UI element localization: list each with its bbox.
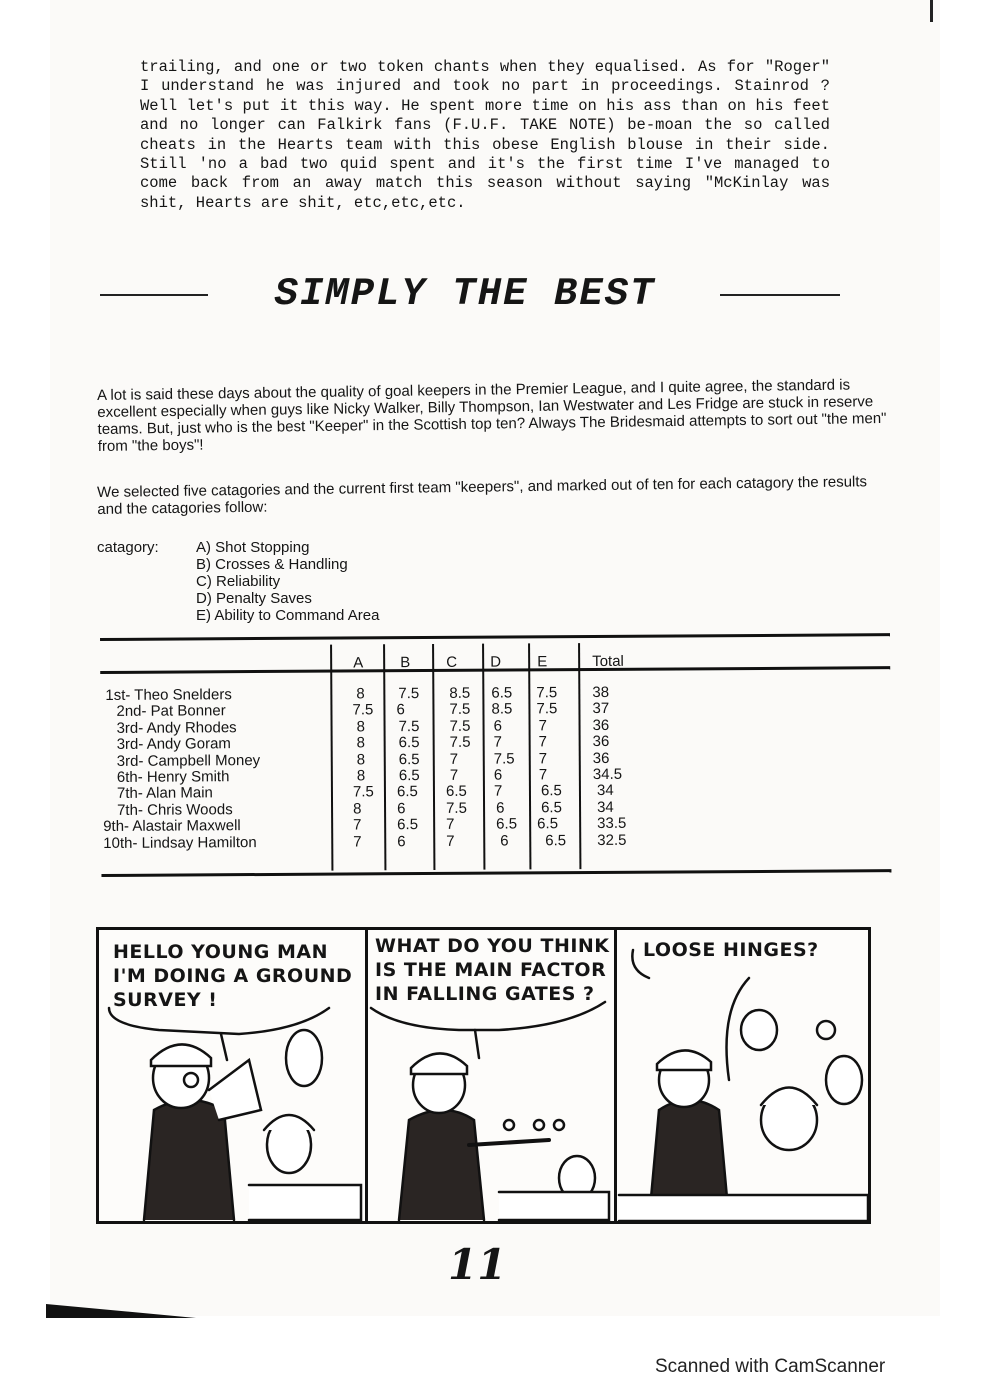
keeper-name: 7th- Chris Woods xyxy=(117,800,233,819)
score-a: 8 xyxy=(353,800,362,818)
score-a: 8 xyxy=(356,734,366,752)
category-list xyxy=(196,539,379,624)
keeper-name: 2nd- Pat Bonner xyxy=(116,702,226,721)
score-e: 6.5 xyxy=(541,798,562,817)
score-d: 6.5 xyxy=(491,684,513,702)
category-item: E) Ability to Command Area xyxy=(196,607,380,624)
table-body xyxy=(102,683,627,852)
score-total: 34.5 xyxy=(592,765,623,783)
article-intro: A lot is said these days about the quality of goal keepers in the Premier League, and I quite agree, the standard is excellent especially when guys like Nicky Walker, Billy Thompson, Ian Westwater and Les Fridge are stuck in reserve teams. But, just who is the best "Keeper" in the Scottish top ten? Always The Bridesmaid attempts to sort out "the men" from "the boys"! xyxy=(97,376,887,455)
crowd-dot xyxy=(554,1120,564,1130)
score-e: 7.5 xyxy=(536,700,558,718)
scan-edge-mark xyxy=(930,0,933,22)
score-d: 7.5 xyxy=(493,750,515,768)
keeper-name: 3rd- Andy Rhodes xyxy=(116,718,237,737)
table-top-rule xyxy=(100,633,890,641)
crowd-dot xyxy=(817,1021,835,1039)
keeper-name: 10th- Lindsay Hamilton xyxy=(103,833,257,852)
score-c: 6.5 xyxy=(445,783,467,801)
column-divider xyxy=(383,644,386,870)
column-divider xyxy=(528,643,531,869)
pointing-arm xyxy=(469,1140,549,1145)
wall xyxy=(249,1185,361,1220)
crowd-dot xyxy=(504,1120,514,1130)
table-bottom-rule xyxy=(101,869,891,877)
score-total: 34 xyxy=(596,782,614,800)
heading-title: SIMPLY THE BEST xyxy=(274,272,656,316)
score-total: 32.5 xyxy=(597,831,627,849)
continued-article-text xyxy=(140,58,830,213)
speech-line: HELLO YOUNG MAN xyxy=(113,941,328,963)
boy-hat xyxy=(761,1088,817,1106)
score-total: 36 xyxy=(592,749,610,767)
continued-paragraph: trailing, and one or two token chants when they equalised. As for "Roger" I understand he was injured and took no part in proceedings. Stainrod ? Well let's put it this way. He spent more time on his ass than on his feet and no longer can Falkirk fans (F.U.F. TAKE NOTE) be-moan the so called cheats in the Hearts team with this obese English blouse in their side. Still 'no a bad two quid spent and it's the first time I've managed to come back from an away match this season without saying "McKinlay was shit, Hearts are shit, etc,etc,etc. xyxy=(140,58,830,212)
keeper-name: 3rd- Andy Goram xyxy=(116,735,231,754)
column-divider xyxy=(482,644,485,870)
score-e: 6.5 xyxy=(537,815,559,833)
page-number: 11 xyxy=(448,1240,507,1289)
column-header-c: C xyxy=(446,653,458,671)
column-header-e: E xyxy=(537,653,548,671)
score-total: 34 xyxy=(597,798,614,816)
score-d: 6 xyxy=(496,799,505,817)
category-item: B) Crosses & Handling xyxy=(196,556,348,573)
score-b: 7.5 xyxy=(398,717,420,735)
flat-cap xyxy=(151,1044,211,1066)
score-b: 6.5 xyxy=(398,734,420,752)
score-c: 7.5 xyxy=(449,717,471,735)
speech-line: LOOSE HINGES? xyxy=(643,939,819,961)
score-d: 6.5 xyxy=(496,815,518,833)
speech-line: IS THE MAIN FACTOR xyxy=(375,959,607,981)
column-divider xyxy=(432,644,435,870)
category-label: catagory: xyxy=(97,539,159,556)
score-a: 8 xyxy=(356,685,365,703)
keeper-ratings-table xyxy=(100,631,894,886)
score-e: 6.5 xyxy=(540,782,562,800)
score-e: 7 xyxy=(538,717,547,735)
keeper-name: 3rd- Campbell Money xyxy=(116,751,261,770)
score-c: 7 xyxy=(449,750,459,768)
score-c: 8.5 xyxy=(449,684,471,702)
score-a: 7 xyxy=(353,832,362,850)
category-item: A) Shot Stopping xyxy=(196,539,310,556)
speech-bubble-outline xyxy=(632,950,649,978)
score-a: 7.5 xyxy=(352,783,374,801)
speech-line: SURVEY ! xyxy=(113,989,218,1011)
speech-bubble-tail xyxy=(475,1030,479,1058)
score-c: 7.5 xyxy=(446,799,467,817)
score-b: 6 xyxy=(396,701,405,719)
crowd-dot xyxy=(534,1120,544,1130)
heading-rule-left xyxy=(100,294,208,296)
comic-artwork xyxy=(99,930,868,1221)
score-a: 8 xyxy=(356,718,365,736)
score-c: 7 xyxy=(449,766,459,784)
column-header-d: D xyxy=(490,653,502,671)
score-a: 8 xyxy=(356,767,366,785)
score-b: 6.5 xyxy=(397,816,419,834)
score-d: 6 xyxy=(493,766,503,784)
score-total: 36 xyxy=(592,733,610,751)
score-d: 7 xyxy=(493,782,503,800)
article-selection-note: We selected five catagories and the current first team "keepers", and marked out of ten for each catagory the results and the catagories follow: xyxy=(97,473,868,518)
speech-line: I'M DOING A GROUND xyxy=(113,965,353,987)
score-d: 8.5 xyxy=(491,700,513,719)
speech-bubble-outline xyxy=(109,1008,329,1034)
boy-hat xyxy=(264,1115,314,1130)
score-c: 7.5 xyxy=(449,733,471,752)
score-a: 7 xyxy=(353,816,362,834)
clipboard xyxy=(209,1060,261,1120)
score-e: 7 xyxy=(538,766,548,784)
comic-strip xyxy=(96,927,871,1224)
score-b: 6 xyxy=(397,832,406,850)
section-heading xyxy=(100,272,840,322)
score-e: 7 xyxy=(538,733,548,751)
category-item: C) Reliability xyxy=(196,573,281,590)
score-d: 7 xyxy=(493,733,503,751)
category-item: D) Penalty Saves xyxy=(196,590,312,607)
score-d: 6 xyxy=(493,717,502,735)
score-b: 7.5 xyxy=(398,685,420,703)
score-b: 6.5 xyxy=(398,750,420,768)
speech-line: IN FALLING GATES ? xyxy=(375,983,595,1005)
speech-bubble-outline xyxy=(371,1002,605,1030)
score-a: 7.5 xyxy=(352,701,374,719)
column-header-b: B xyxy=(400,654,411,672)
score-e: 6.5 xyxy=(545,831,567,849)
keeper-name: 9th- Alastair Maxwell xyxy=(103,817,241,836)
fan-head xyxy=(286,1030,322,1086)
score-c: 7 xyxy=(446,832,455,850)
keeper-name: 1st- Theo Snelders xyxy=(105,686,232,704)
score-c: 7.5 xyxy=(449,701,471,719)
scanner-watermark: Scanned with CamScanner xyxy=(655,1356,886,1377)
heading-rule-right xyxy=(720,294,840,296)
score-total: 36 xyxy=(592,716,610,734)
score-e: 7.5 xyxy=(536,684,558,702)
score-total: 33.5 xyxy=(597,814,627,833)
column-divider xyxy=(578,643,581,869)
keeper-name: 7th- Alan Main xyxy=(116,784,213,803)
score-c: 7 xyxy=(446,815,455,834)
column-header-a: A xyxy=(353,654,364,672)
speech-line: WHAT DO YOU THINK xyxy=(375,935,610,957)
wall xyxy=(619,1195,868,1221)
column-header-total: Total xyxy=(592,652,624,670)
score-b: 6 xyxy=(397,799,406,817)
score-total: 38 xyxy=(592,683,610,701)
speech-bubble-tail xyxy=(221,1034,227,1060)
man-figure xyxy=(399,1110,484,1220)
score-total: 37 xyxy=(592,700,610,718)
score-b: 6.5 xyxy=(396,783,418,801)
score-e: 7 xyxy=(538,749,548,767)
column-divider xyxy=(330,645,333,871)
spectator-head xyxy=(741,1010,777,1050)
score-a: 8 xyxy=(356,750,366,768)
flat-cap xyxy=(411,1053,467,1074)
flat-cap xyxy=(657,1050,711,1070)
wall xyxy=(499,1192,609,1220)
keeper-name: 6th- Henry Smith xyxy=(116,768,230,786)
score-d: 6 xyxy=(500,832,509,850)
fan-head xyxy=(826,1056,862,1104)
score-b: 6.5 xyxy=(398,767,420,785)
